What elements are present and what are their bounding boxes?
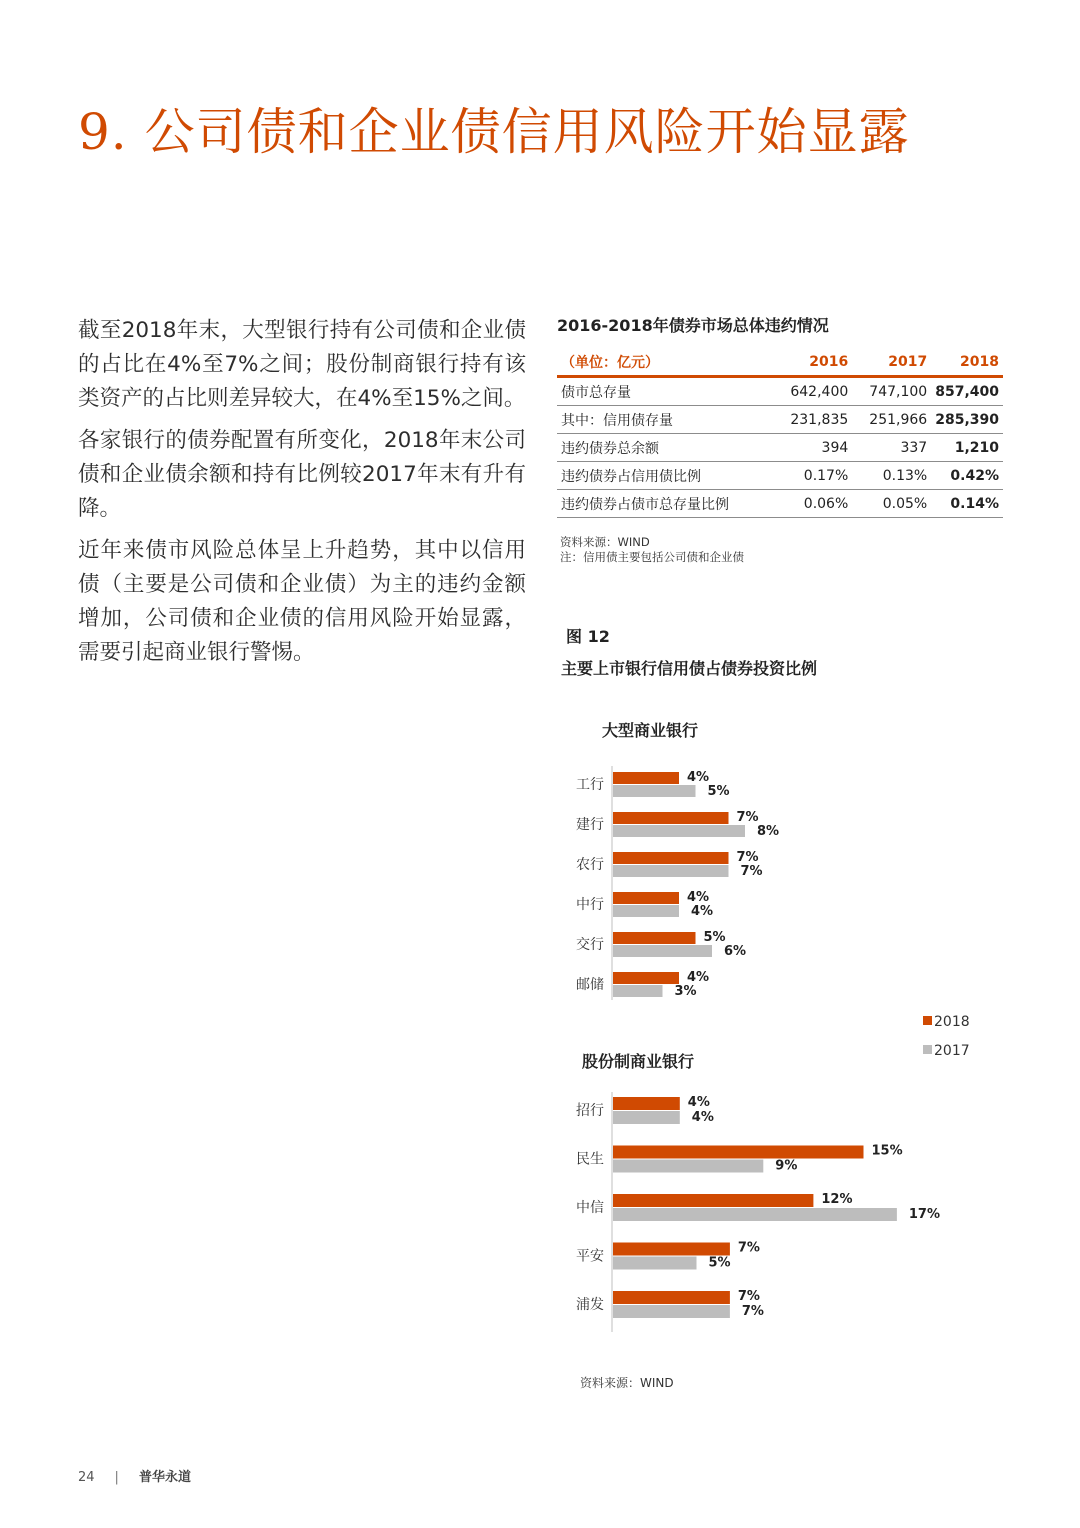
- table-cell: 231,835: [768, 406, 852, 434]
- chart-category-label: 中行: [576, 897, 604, 913]
- bar-2017: [613, 1257, 697, 1270]
- legend-label-2017: 2017: [934, 1043, 970, 1059]
- table-row: [557, 377, 1003, 406]
- legend-swatch-2017: [923, 1045, 932, 1054]
- table-cell: 0.14%: [931, 490, 1003, 518]
- table-cell: 857,400: [931, 377, 1003, 406]
- data-label-2017: 17%: [908, 1207, 941, 1222]
- bar-2017: [613, 985, 663, 997]
- data-label-2017: 9%: [775, 1158, 798, 1174]
- table-cell: 债市总存量: [557, 377, 768, 406]
- bar-2017: [613, 825, 745, 837]
- bar-2018: [613, 1243, 730, 1256]
- chart-title-1: 股份制商业银行: [582, 1052, 695, 1071]
- table-cell: 违约债券总余额: [557, 434, 768, 462]
- figure-number: 图 12: [566, 627, 610, 646]
- chart-category-label: 浦发: [576, 1297, 604, 1313]
- chart-category-label: 农行: [576, 857, 604, 873]
- bar-2018: [613, 1194, 813, 1207]
- table-cell: 747,100: [852, 377, 931, 406]
- data-label-2017: 7%: [740, 864, 763, 879]
- chart-category-label: 工行: [576, 777, 604, 793]
- chart-category-label: 民生: [576, 1151, 604, 1168]
- page-title: 9. 公司债和企业债信用风险开始显露: [78, 103, 910, 161]
- data-label-2017: 7%: [741, 1304, 764, 1319]
- table-cell: 642,400: [768, 377, 852, 406]
- table-row: [557, 434, 1003, 462]
- chart-category-label: 平安: [576, 1248, 604, 1265]
- table-header-cell: 2018: [931, 348, 1003, 377]
- table-cell: 0.42%: [931, 462, 1003, 490]
- paragraph-2: 各家银行的债券配置有所变化，2018年末公司债和企业债余额和持有比例较2017年末有升有降。: [78, 428, 526, 521]
- chart-category-label: 建行: [576, 817, 604, 833]
- chart-title-0: 大型商业银行: [602, 721, 699, 740]
- table-title: 2016-2018年债券市场总体违约情况: [557, 316, 829, 335]
- chart-category-label: 招行: [576, 1103, 604, 1119]
- data-label-2018: 4%: [687, 970, 710, 985]
- data-label-2017: 5%: [708, 1255, 731, 1271]
- bar-2018: [613, 772, 679, 784]
- data-label-2018: 7%: [736, 850, 759, 865]
- footer: [78, 1466, 191, 1485]
- table-cell: 394: [768, 434, 852, 462]
- data-label-2017: 3%: [674, 984, 697, 999]
- table-cell: 251,966: [852, 406, 931, 434]
- bar-chart: [540, 700, 1000, 1365]
- table-row: [557, 462, 1003, 490]
- legend-swatch-2018: [923, 1016, 932, 1025]
- figure-title: 主要上市银行信用债占债券投资比例: [561, 659, 818, 678]
- legend-label-2018: 2018: [934, 1014, 970, 1030]
- chart-category-label: 邮储: [576, 977, 604, 993]
- bar-2018: [613, 1291, 730, 1304]
- bar-2017: [613, 785, 696, 797]
- data-label-2018: 4%: [687, 1095, 710, 1110]
- table-header-row: [557, 348, 1003, 377]
- table-header-cell: 2017: [852, 348, 931, 377]
- table-note: 注：信用债主要包括公司债和企业债: [560, 550, 744, 564]
- data-label-2018: 4%: [687, 890, 710, 905]
- chart-category-label: 交行: [576, 937, 604, 953]
- bar-2018: [613, 932, 696, 944]
- table-cell: 337: [852, 434, 931, 462]
- table-cell: 违约债券占信用债比例: [557, 462, 768, 490]
- data-label-2018: 4%: [687, 770, 710, 785]
- bar-2018: [613, 892, 679, 904]
- bar-2018: [613, 1146, 864, 1159]
- data-label-2018: 12%: [821, 1192, 853, 1207]
- table-notes: [560, 535, 744, 565]
- table-cell: 285,390: [931, 406, 1003, 434]
- chart-category-label: 中信: [576, 1200, 604, 1216]
- table-header-cell: 2016: [768, 348, 852, 377]
- bar-2018: [613, 1097, 680, 1110]
- figure-source: 资料来源：WIND: [580, 1376, 674, 1390]
- table-cell: 0.17%: [768, 462, 852, 490]
- bar-2018: [613, 812, 729, 824]
- bar-2017: [613, 1160, 763, 1173]
- data-label-2017: 4%: [691, 1110, 714, 1125]
- table-cell: 违约债券占债市总存量比例: [557, 490, 768, 518]
- footer-brand: 普华永道: [138, 1470, 191, 1485]
- bar-2018: [613, 852, 729, 864]
- data-label-2018: 5%: [703, 930, 726, 945]
- data-label-2017: 5%: [707, 784, 730, 799]
- bar-2018: [613, 972, 679, 984]
- bar-2017: [613, 1305, 730, 1318]
- bar-2017: [613, 905, 679, 917]
- table-cell: 0.05%: [852, 490, 931, 518]
- table-row: [557, 490, 1003, 518]
- page-number: 24: [78, 1470, 95, 1485]
- table-cell: 0.06%: [768, 490, 852, 518]
- data-label-2018: 7%: [737, 1240, 760, 1256]
- data-label-2017: 6%: [724, 944, 747, 959]
- data-label-2017: 4%: [691, 904, 714, 919]
- paragraph-3: 近年来债市风险总体呈上升趋势，其中以信用债（主要是公司债和企业债）为主的违约金额增加，公司债和企业债的信用风险开始显露，需要引起商业银行警惕。: [78, 538, 526, 665]
- data-label-2018: 7%: [736, 810, 759, 825]
- table-header-cell: （单位：亿元）: [557, 348, 768, 377]
- footer-separator: |: [114, 1470, 119, 1485]
- table-cell: 1,210: [931, 434, 1003, 462]
- table-cell: 其中：信用债存量: [557, 406, 768, 434]
- default-stats-table: [557, 348, 1003, 518]
- data-label-2018: 15%: [871, 1143, 903, 1159]
- bar-2017: [613, 945, 712, 957]
- table-source: 资料来源：WIND: [560, 535, 650, 549]
- paragraph-1: 截至2018年末，大型银行持有公司债和企业债的占比在4%至7%之间；股份制商银行持有该类资产的占比则差异较大，在4%至15%之间。: [78, 318, 526, 411]
- bar-2017: [613, 1111, 680, 1124]
- table-row: [557, 406, 1003, 434]
- bar-2017: [613, 865, 729, 877]
- data-label-2018: 7%: [737, 1289, 760, 1304]
- data-label-2017: 8%: [757, 824, 780, 839]
- body-text: [78, 314, 526, 678]
- table-cell: 0.13%: [852, 462, 931, 490]
- bar-2017: [613, 1208, 897, 1221]
